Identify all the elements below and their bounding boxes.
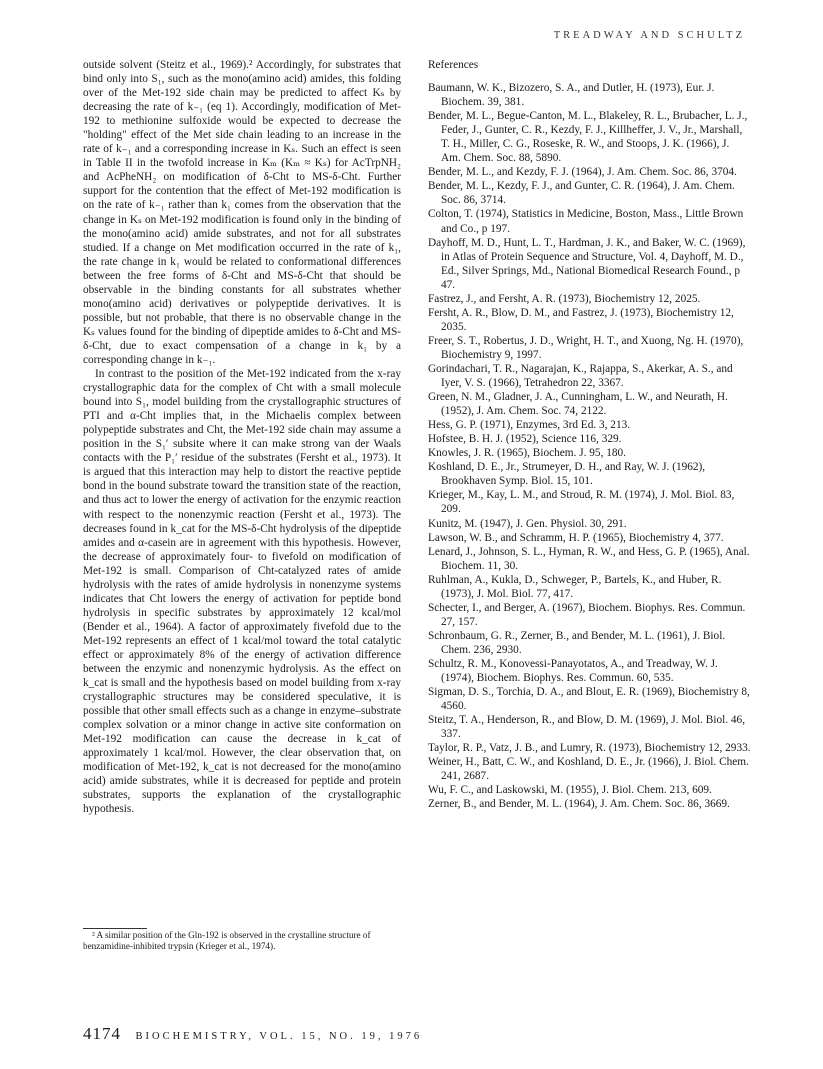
- reference-item: Bender, M. L., and Kezdy, F. J. (1964), J. Am. Chem. Soc. 86, 3704.: [428, 166, 737, 179]
- reference-item: Wu, F. C., and Laskowski, M. (1955), J. Biol. Chem. 213, 609.: [428, 784, 712, 797]
- reference-item: Ruhlman, A., Kukla, D., Schweger, P., Bartels, K., and Huber, R. (1973), J. Mol. Biol. 77, 417.: [428, 573, 722, 600]
- footnote: ² A similar position of the Gln-192 is observed in the crystalline structure of benzamidine-inhibited trypsin (Krieger et al., 1974).: [83, 930, 371, 952]
- body-paragraph-1: outside solvent (Steitz et al., 1969).² Accordingly, for substrates that bind only into S₁, such as the mono(amino acid) amides, this folding over of the Met-192 side chain may be predicted to affect Kₛ by decreasing the rate of k₋₁ (eq 1). Accordingly, modification of Met-192 to methionine sulfoxide would be expected to decrease the "holding" effect of the Met side chain leading to an increase in the rate of k₋₁ and a corresponding increase in Kₛ. Such an effect is seen in Table II in the twofold increase in Kₘ (Kₘ ≈ Kₛ) for AcTrpNH₂ and AcPheNH₂ on modification of δ-Cht to MS-δ-Cht. Further support for the contention that the effect of Met-192 modification is on the rate of k₋₁ rather than k₁ comes from the observation that the change in Kₛ on Met-192 modification is found only in the binding of the mono(amino acid) amide substrates, and not for all substrates studied. If a change on Met modification occurred in the rate of k₁, the rate change in k₁ would be related to conformational differences between the free forms of δ-Cht and MS-δ-Cht that should be observable in the binding constants for all substrates whether mono(amino acid) derivatives or polypeptide derivatives. It is possible, but not probable, that there is no observable change in the Kₛ values found for the binding of dipeptide amides to δ-Cht and MS-δ-Cht, due to exact compensation of a change in k₁ by a corresponding change in k₋₁.: [83, 59, 401, 366]
- reference-item: Schultz, R. M., Konovessi-Panayotatos, A., and Treadway, W. J. (1974), Biochem. Biophys. Res. Commun. 60, 535.: [428, 657, 718, 685]
- reference-item: Zerner, B., and Bender, M. L. (1964), J. Am. Chem. Soc. 86, 3669.: [428, 798, 730, 811]
- references-heading: References: [428, 59, 479, 71]
- footnote-rule: [83, 928, 147, 929]
- reference-item: Schecter, I., and Berger, A. (1967), Biochem. Biophys. Res. Commun. 27, 157.: [428, 601, 746, 628]
- reference-item: Bender, M. L., Begue-Canton, M. L., Blakeley, R. L., Brubacher, L. J., Feder, J., Gunter, C. R., Kezdy, F. J., Killheffer, J. V., Jr., Marshall, T. H., Miller, C. G., Roseske, R. W., and Stoops, J. K. (1966), J. Am. Chem. Soc. 88, 5890.: [428, 110, 748, 165]
- journal-citation: BIOCHEMISTRY, VOL. 15, NO. 19, 1976: [135, 1031, 423, 1042]
- page-footer: [83, 1024, 422, 1044]
- reference-item: Fersht, A. R., Blow, D. M., and Fastrez, J. (1973), Biochemistry 12, 2035.: [428, 306, 734, 333]
- body-column: [83, 58, 401, 817]
- reference-item: Baumann, W. K., Bizozero, S. A., and Dutler, H. (1973), Eur. J. Biochem. 39, 381.: [428, 82, 715, 109]
- reference-item: Sigman, D. S., Torchia, D. A., and Blout, E. R. (1969), Biochemistry 8, 4560.: [428, 686, 750, 713]
- reference-item: Knowles, J. R. (1965), Biochem. J. 95, 180.: [428, 447, 626, 460]
- reference-item: Gorindachari, T. R., Nagarajan, K., Rajappa, S., Akerkar, A. S., and Iyer, V. S. (1966), Tetrahedron 22, 3367.: [428, 362, 733, 390]
- reference-item: Kunitz, M. (1947), J. Gen. Physiol. 30, 291.: [428, 517, 627, 530]
- reference-item: Koshland, D. E., Jr., Strumeyer, D. H., and Ray, W. J. (1962), Brookhaven Symp. Biol. 15, 101.: [428, 461, 706, 488]
- reference-item: Lawson, W. B., and Schramm, H. P. (1965), Biochemistry 4, 377.: [428, 531, 724, 544]
- reference-item: Freer, S. T., Robertus, J. D., Wright, H. T., and Xuong, Ng. H. (1970), Biochemistry 9, 1997.: [428, 334, 744, 361]
- reference-item: Lenard, J., Johnson, S. L., Hyman, R. W., and Hess, G. P. (1965), Anal. Biochem. 11, 30.: [428, 545, 750, 572]
- reference-item: Hofstee, B. H. J. (1952), Science 116, 329.: [428, 433, 622, 446]
- reference-item: Dayhoff, M. D., Hunt, L. T., Hardman, J. K., and Baker, W. C. (1969), in Atlas of Protein Sequence and Structure, Vol. 4, Dayhoff, M. D., Ed., Silver Springs, Md., National Biomedical Research Found., p 47.: [428, 236, 746, 291]
- reference-item: Bender, M. L., Kezdy, F. J., and Gunter, C. R. (1964), J. Am. Chem. Soc. 86, 3714.: [428, 180, 735, 207]
- reference-item: Colton, T. (1974), Statistics in Medicine, Boston, Mass., Little Brown and Co., p 197.: [428, 208, 744, 235]
- reference-item: Fastrez, J., and Fersht, A. R. (1973), Biochemistry 12, 2025.: [428, 292, 701, 305]
- reference-item: Steitz, T. A., Henderson, R., and Blow, D. M. (1969), J. Mol. Biol. 46, 337.: [428, 714, 746, 741]
- reference-item: Hess, G. P. (1971), Enzymes, 3rd Ed. 3, 213.: [428, 419, 631, 432]
- body-paragraph-2: In contrast to the position of the Met-192 indicated from the x-ray crystallographic data for the complex of Cht with a small molecule bound into S₁, model building from the crystallographic structures of PTI and α-Cht implies that, in the Michaelis complex between polypeptide substrates and Cht, the Met-192 side chain may assume a position in the S₁′ subsite where it can make strong van der Waals contacts with the P₁′ residue of the substrates (Fersht et al., 1973). It is argued that this interaction may help to distort the reactive peptide bond in the bound substrate toward the transition state of the reaction, and thus act to lower the energy of activation for the enzymic reaction with respect to the nonenzymic reaction (Fersht et al., 1973). The decreases found in k_cat for the MS-δ-Cht hydrolysis of the dipeptide amides and α-casein are in agreement with this hypothesis. However, the decrease of approximately four- to fivefold on modification of Met-192 is small. Comparison of Cht-catalyzed rates of amide hydrolysis with the rates of amide hydrolysis in nonenzyme systems indicates that Cht lowers the energy of activation for peptide bond hydrolysis in specific substrates by approximately 12 kcal/mol (Bender et al., 1964). A factor of approximately fivefold due to the Met-192 represents an effect of 1 kcal/mol toward the total catalytic effect or approximately 8% of the energy of activation difference between the enzymic and nonenzymic hydrolysis. As the effect on k_cat is small and the hypothesis based on model building from x-ray crystallographic structures may be considered speculative, it is possible that other small effects such as a change in enzyme–substrate complex solvation or a minor change in active site conformation on Met-192 modification can cause the decrease in k_cat of approximately 1 kcal/mol. However, the clear observation that, on modification of Met-192, k_cat is not decreased for the mono(amino acid) amide substrates, while it is decreased for peptide and protein substrates, supports the explanation of the crystallographic hypothesis.: [83, 368, 401, 816]
- page-number: 4174: [83, 1024, 121, 1043]
- reference-item: Green, N. M., Gladner, J. A., Cunningham, L. W., and Neurath, H. (1952), J. Am. Chem. Soc. 74, 2122.: [428, 391, 728, 418]
- reference-list: [428, 81, 751, 811]
- running-head: TREADWAY AND SCHULTZ: [553, 30, 745, 41]
- reference-item: Taylor, R. P., Vatz, J. B., and Lumry, R. (1973), Biochemistry 12, 2933.: [428, 742, 751, 755]
- references-column: [428, 58, 751, 811]
- reference-item: Schronbaum, G. R., Zerner, B., and Bender, M. L. (1961), J. Biol. Chem. 236, 2930.: [428, 629, 726, 656]
- reference-item: Krieger, M., Kay, L. M., and Stroud, R. M. (1974), J. Mol. Biol. 83, 209.: [428, 489, 735, 516]
- reference-item: Weiner, H., Batt, C. W., and Koshland, D. E., Jr. (1966), J. Biol. Chem. 241, 2687.: [428, 756, 749, 783]
